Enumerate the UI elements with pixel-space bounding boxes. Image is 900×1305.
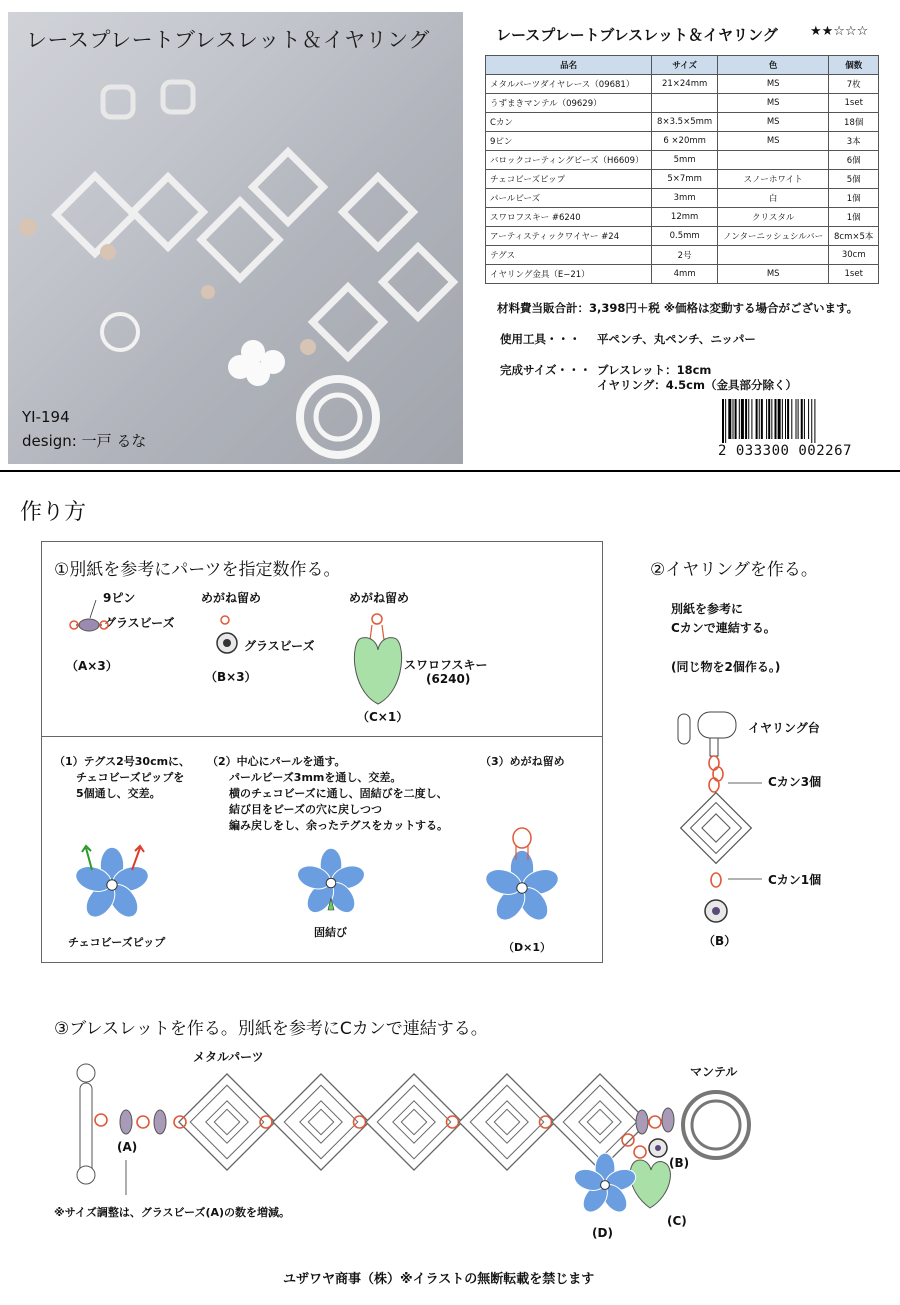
metal-lace-part [273, 1074, 369, 1170]
tools-value: 平ペンチ、丸ペンチ、ニッパー [597, 332, 756, 346]
knot-caption: 固結び [314, 926, 347, 939]
table-cell: 12mm [652, 208, 718, 227]
glass-bead-a [662, 1108, 674, 1132]
c-count: （C×1） [357, 710, 409, 724]
ckan3-label: Cカン3個 [768, 775, 822, 789]
metal-lace-part [366, 1074, 462, 1170]
table-cell: クリスタル [717, 208, 829, 227]
bracelet-d-label: (D) [592, 1226, 613, 1240]
glass-bead-label-a: グラスビーズ [104, 616, 175, 630]
table-cell: 3mm [652, 189, 718, 208]
b-count: （B×3） [205, 670, 257, 684]
price-text: 材料費当販合計：3,398円＋税 ※価格は変動する場合がございます。 [497, 301, 859, 315]
glass-bead-a [636, 1110, 648, 1134]
tools-label: 使用工具・・・ [500, 332, 581, 346]
barcode-number: 2 033300 002267 [718, 443, 852, 459]
substep1-text: （1）テグス2号30cmに、 チェコビーズピップを 5個通し、交差。 [54, 755, 191, 800]
table-cell: 5mm [652, 151, 718, 170]
table-cell: 18個 [829, 113, 879, 132]
table-cell: 2号 [652, 246, 718, 265]
megane-label-b: めがね留め [201, 591, 262, 605]
size-label: 完成サイズ・・・ [500, 363, 592, 377]
table-cell: 1個 [829, 208, 879, 227]
table-cell: 1個 [829, 189, 879, 208]
table-cell: 1set [829, 265, 879, 284]
step2-desc2: Cカンで連結する。 [671, 621, 776, 635]
substep2-text: （2）中心にパールを通す。 パールビーズ3mmを通し、交差。 横のチェコビーズに通し、固結びを二度し、 結び目をビーズの穴に戻しつつ 編み戻しをし、余ったテグスをカットする。 [207, 755, 449, 832]
table-cell: MS [717, 265, 829, 284]
table-cell: スワロフスキー #6240 [486, 208, 652, 227]
earring-b-label: （B） [703, 934, 737, 948]
ckan1-label: Cカン1個 [768, 873, 822, 887]
table-cell: 3本 [829, 132, 879, 151]
bracelet-flower-d [572, 1153, 639, 1217]
metal-lace-part [459, 1074, 555, 1170]
table-cell: 白 [717, 189, 829, 208]
table-header-cell: 色 [717, 56, 829, 75]
a-count: （A×3） [66, 659, 118, 673]
table-cell: MS [717, 75, 829, 94]
table-cell: 4mm [652, 265, 718, 284]
size-bracelet: ブレスレット：18cm [597, 363, 712, 377]
bracelet-b-label: (B) [669, 1156, 690, 1170]
table-cell: MS [717, 94, 829, 113]
table-header-cell: 品名 [486, 56, 652, 75]
table-header-cell: サイズ [652, 56, 718, 75]
table-cell: アーティスティックワイヤー #24 [486, 227, 652, 246]
table-cell: Cカン [486, 113, 652, 132]
metal-parts-label: メタルパーツ [193, 1050, 264, 1064]
table-cell: 6 ×20mm [652, 132, 718, 151]
table-cell: 9ピン [486, 132, 652, 151]
glass-bead-a [154, 1110, 166, 1134]
table-cell: ノンターニッシュシルバー [717, 227, 829, 246]
photo-title: レースプレートブレスレット＆イヤリング [26, 28, 430, 52]
howto-title: 作り方 [20, 500, 87, 525]
table-cell: 6個 [829, 151, 879, 170]
pin-label: 9ピン [103, 591, 136, 605]
difficulty-stars: ★★☆☆☆ [810, 24, 869, 39]
table-cell: 7枚 [829, 75, 879, 94]
substep3-text: （3）めがね留め [480, 755, 565, 768]
table-cell: メタルパーツダイヤレース（09681） [486, 75, 652, 94]
glass-bead-label-b: グラスビーズ [244, 639, 315, 653]
size-adjust-note: ※サイズ調整は、グラスビーズ(A)の数を増減。 [54, 1206, 291, 1219]
bracelet-c-label: (C) [667, 1214, 687, 1228]
swarovski-number: (6240) [426, 672, 471, 686]
table-cell: イヤリング金具（E−21） [486, 265, 652, 284]
table-cell: 5×7mm [652, 170, 718, 189]
table-cell: スノーホワイト [717, 170, 829, 189]
table-cell: 0.5mm [652, 227, 718, 246]
designer-credit: design: 一戸 るな [22, 432, 147, 450]
step2-desc1: 別紙を参考に [671, 602, 744, 616]
table-cell: 8cm×5本 [829, 227, 879, 246]
bracelet-a-label: (A) [117, 1140, 138, 1154]
d-count: （D×1） [503, 941, 552, 954]
swarovski-label: スワロフスキー [404, 658, 488, 672]
table-cell: バロックコーティングビーズ（H6609） [486, 151, 652, 170]
table-header-cell: 個数 [829, 56, 879, 75]
table-cell: 30cm [829, 246, 879, 265]
mantel-label: マンテル [690, 1065, 738, 1079]
table-cell: 8×3.5×5mm [652, 113, 718, 132]
step2-title: ②イヤリングを作る。 [650, 560, 818, 580]
c-ring [649, 1116, 661, 1128]
kit-title: レースプレートブレスレット＆イヤリング [496, 26, 778, 44]
size-earring: イヤリング：4.5cm（金具部分除く） [597, 378, 797, 392]
table-cell: 1set [829, 94, 879, 113]
table-cell: パールビーズ [486, 189, 652, 208]
table-cell: チェコビーズピップ [486, 170, 652, 189]
czech-pip-caption: チェコビーズピップ [68, 936, 166, 949]
table-cell: MS [717, 113, 829, 132]
c-ring [95, 1114, 107, 1126]
table-cell: うずまきマンテル（09629） [486, 94, 652, 113]
megane-label-c: めがね留め [349, 591, 410, 605]
product-code: YI-194 [22, 408, 70, 426]
table-cell: 5個 [829, 170, 879, 189]
bracelet-heart-c [630, 1160, 670, 1208]
step2-desc3: (同じ物を2個作る。) [671, 660, 781, 674]
earring-base-label: イヤリング台 [748, 721, 820, 735]
table-cell: 21×24mm [652, 75, 718, 94]
flower-center [601, 1181, 610, 1190]
footer-copyright: ユザワヤ商事（株）※イラストの無断転載を禁じます [283, 1272, 595, 1287]
table-cell: テグス [486, 246, 652, 265]
c-ring [634, 1146, 646, 1158]
step1-title: ①別紙を参考にパーツを指定数作る。 [54, 560, 341, 580]
table-cell: MS [717, 132, 829, 151]
glass-bead-a [120, 1110, 132, 1134]
c-ring [137, 1116, 149, 1128]
step3-title: ③ブレスレットを作る。別紙を参考にCカンで連結する。 [54, 1019, 488, 1039]
